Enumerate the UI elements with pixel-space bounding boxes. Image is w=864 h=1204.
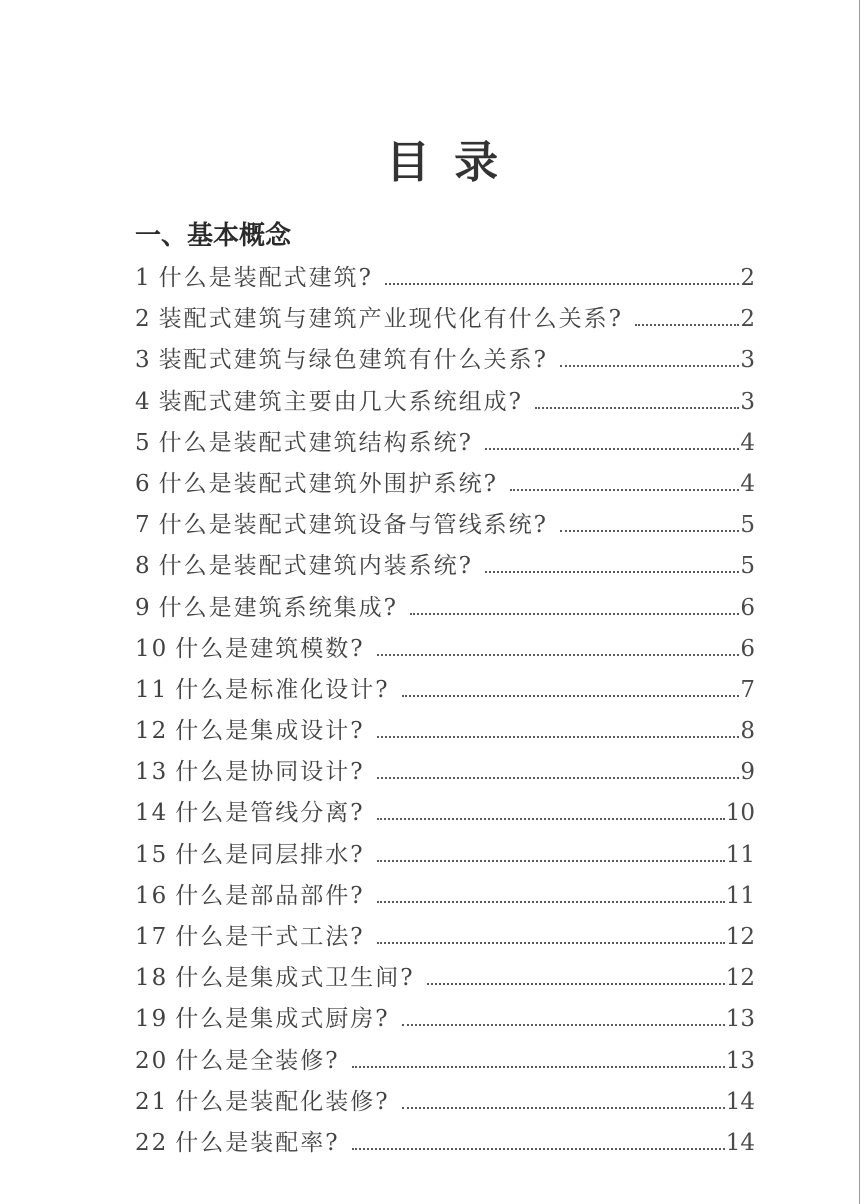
toc-entry-number: 15 bbox=[135, 841, 169, 868]
toc-entry-page-number: 14 bbox=[725, 1129, 755, 1156]
dot-leader bbox=[485, 447, 739, 450]
toc-entry-row bbox=[135, 959, 755, 1000]
toc-entry-number: 2 bbox=[135, 306, 152, 333]
dot-leader bbox=[510, 488, 739, 491]
toc-entry-number: 16 bbox=[135, 882, 169, 909]
dot-leader bbox=[410, 612, 739, 615]
toc-page bbox=[135, 0, 755, 1165]
toc-entry-number: 20 bbox=[135, 1047, 169, 1074]
dot-leader bbox=[377, 817, 725, 820]
toc-entry-page-number: 6 bbox=[740, 635, 755, 662]
toc-entry-label bbox=[135, 836, 365, 869]
toc-entry-label bbox=[135, 424, 473, 457]
dot-leader bbox=[377, 859, 725, 862]
toc-entry-title: 什么是集成式厨房? bbox=[175, 1006, 390, 1033]
scan-edge-line bbox=[859, 0, 860, 1204]
toc-entry-row bbox=[135, 300, 755, 341]
toc-entry-title: 什么是建筑模数? bbox=[175, 635, 365, 662]
toc-entry-label bbox=[135, 794, 365, 827]
toc-entry-title: 什么是装配率? bbox=[175, 1129, 340, 1156]
toc-entry-label bbox=[135, 1083, 390, 1116]
toc-entry-label bbox=[135, 341, 548, 374]
dot-leader bbox=[352, 1065, 725, 1068]
dot-leader bbox=[485, 570, 739, 573]
toc-list bbox=[135, 259, 755, 1165]
toc-entry-title: 什么是装配式建筑内装系统? bbox=[158, 553, 473, 580]
toc-entry-label bbox=[135, 671, 390, 704]
toc-entry-number: 3 bbox=[135, 347, 152, 374]
dot-leader bbox=[427, 982, 725, 985]
toc-entry-number: 5 bbox=[135, 429, 152, 456]
toc-entry-label bbox=[135, 877, 365, 910]
toc-entry-title: 什么是装配式建筑设备与管线系统? bbox=[158, 512, 548, 539]
dot-leader bbox=[635, 323, 739, 326]
dot-leader bbox=[402, 1023, 725, 1026]
toc-entry-label bbox=[135, 589, 398, 622]
toc-entry-row bbox=[135, 794, 755, 835]
page-title: 目 录 bbox=[385, 138, 505, 187]
toc-entry-row bbox=[135, 1042, 755, 1083]
toc-entry-title: 什么是全装修? bbox=[175, 1047, 340, 1074]
toc-entry-title: 装配式建筑主要由几大系统组成? bbox=[158, 388, 523, 415]
toc-entry-row bbox=[135, 918, 755, 959]
toc-entry-row bbox=[135, 465, 755, 506]
toc-entry-label bbox=[135, 1000, 390, 1033]
toc-entry-number: 11 bbox=[135, 676, 169, 703]
toc-entry-row bbox=[135, 259, 755, 300]
toc-entry-page-number: 3 bbox=[740, 388, 755, 415]
toc-entry-label bbox=[135, 630, 365, 663]
toc-entry-label bbox=[135, 959, 415, 992]
toc-entry-number: 9 bbox=[135, 594, 152, 621]
toc-entry-title: 什么是干式工法? bbox=[175, 924, 365, 950]
toc-entry-title: 什么是装配化装修? bbox=[175, 1088, 390, 1115]
toc-entry-label bbox=[135, 918, 365, 951]
toc-entry-row bbox=[135, 753, 755, 794]
toc-entry-title: 什么是协同设计? bbox=[175, 759, 365, 786]
toc-entry-label bbox=[135, 465, 498, 498]
toc-entry-row bbox=[135, 547, 755, 588]
toc-entry-page-number: 14 bbox=[725, 1088, 755, 1115]
toc-entry-title: 什么是管线分离? bbox=[175, 800, 365, 827]
toc-entry-row bbox=[135, 341, 755, 382]
toc-entry-page-number: 11 bbox=[725, 841, 755, 868]
toc-entry-number: 22 bbox=[135, 1129, 169, 1156]
dot-leader bbox=[560, 529, 739, 532]
toc-entry-label bbox=[135, 753, 365, 786]
dot-leader bbox=[377, 653, 740, 656]
toc-entry-row bbox=[135, 424, 755, 465]
toc-entry-page-number: 5 bbox=[740, 553, 755, 580]
toc-entry-number: 4 bbox=[135, 388, 152, 415]
toc-entry-number: 19 bbox=[135, 1006, 169, 1033]
toc-entry-page-number: 4 bbox=[740, 429, 755, 456]
toc-entry-row bbox=[135, 630, 755, 671]
dot-leader bbox=[377, 900, 725, 903]
toc-entry-page-number: 3 bbox=[740, 347, 755, 374]
dot-leader bbox=[352, 1147, 725, 1150]
toc-entry-title: 什么是装配式建筑外围护系统? bbox=[158, 470, 498, 497]
toc-entry-page-number: 7 bbox=[740, 676, 755, 703]
toc-entry-number: 18 bbox=[135, 965, 169, 992]
toc-entry-page-number: 8 bbox=[740, 718, 755, 745]
toc-entry-row bbox=[135, 1083, 755, 1124]
toc-entry-label bbox=[135, 1124, 340, 1157]
toc-entry-title: 装配式建筑与建筑产业现代化有什么关系? bbox=[158, 306, 623, 333]
toc-entry-page-number: 6 bbox=[740, 594, 755, 621]
toc-entry-number: 1 bbox=[135, 265, 152, 291]
toc-entry-number: 6 bbox=[135, 470, 152, 497]
toc-entry-row bbox=[135, 1000, 755, 1041]
toc-entry-title: 什么是集成式卫生间? bbox=[175, 965, 415, 992]
toc-entry-label bbox=[135, 259, 373, 292]
toc-entry-number: 21 bbox=[135, 1088, 169, 1115]
toc-entry-page-number: 11 bbox=[725, 882, 755, 909]
toc-entry-title: 什么是装配式建筑? bbox=[158, 265, 373, 291]
toc-entry-number: 7 bbox=[135, 512, 152, 539]
toc-entry-page-number: 13 bbox=[725, 1047, 755, 1074]
toc-entry-row bbox=[135, 877, 755, 918]
dot-leader bbox=[535, 406, 739, 409]
toc-entry-page-number: 12 bbox=[725, 924, 755, 950]
toc-entry-number: 17 bbox=[135, 924, 169, 950]
dot-leader bbox=[560, 364, 739, 367]
toc-entry-row bbox=[135, 589, 755, 630]
toc-entry-row bbox=[135, 506, 755, 547]
toc-entry-label bbox=[135, 547, 473, 580]
toc-entry-title: 什么是同层排水? bbox=[175, 841, 365, 868]
toc-entry-page-number: 9 bbox=[740, 759, 755, 786]
toc-entry-title: 什么是建筑系统集成? bbox=[158, 594, 398, 621]
section-heading: 一、基本概念 bbox=[135, 220, 292, 250]
toc-entry-label bbox=[135, 712, 365, 745]
toc-entry-row bbox=[135, 712, 755, 753]
toc-entry-page-number: 12 bbox=[725, 965, 755, 992]
toc-entry-row bbox=[135, 671, 755, 712]
toc-entry-page-number: 2 bbox=[740, 306, 755, 333]
toc-entry-page-number: 5 bbox=[740, 512, 755, 539]
dot-leader bbox=[377, 941, 725, 944]
dot-leader bbox=[385, 282, 739, 285]
toc-entry-title: 什么是标准化设计? bbox=[175, 676, 390, 703]
toc-entry-number: 8 bbox=[135, 553, 152, 580]
toc-entry-number: 12 bbox=[135, 718, 169, 745]
dot-leader bbox=[402, 694, 740, 697]
toc-entry-label bbox=[135, 1042, 340, 1075]
toc-entry-row bbox=[135, 836, 755, 877]
toc-entry-page-number: 4 bbox=[740, 470, 755, 497]
toc-entry-number: 14 bbox=[135, 800, 169, 827]
toc-entry-title: 什么是部品部件? bbox=[175, 882, 365, 909]
dot-leader bbox=[377, 735, 740, 738]
toc-entry-page-number: 2 bbox=[740, 265, 755, 291]
toc-entry-number: 13 bbox=[135, 759, 169, 786]
toc-entry-page-number: 10 bbox=[725, 800, 755, 827]
dot-leader bbox=[377, 776, 740, 779]
toc-entry-page-number: 13 bbox=[725, 1006, 755, 1033]
toc-entry-row bbox=[135, 1124, 755, 1165]
toc-entry-title: 什么是装配式建筑结构系统? bbox=[158, 429, 473, 456]
toc-entry-title: 装配式建筑与绿色建筑有什么关系? bbox=[158, 347, 548, 374]
toc-entry-number: 10 bbox=[135, 635, 169, 662]
dot-leader bbox=[402, 1106, 725, 1109]
toc-entry-row bbox=[135, 383, 755, 424]
toc-entry-title: 什么是集成设计? bbox=[175, 718, 365, 745]
toc-entry-label bbox=[135, 300, 623, 333]
toc-entry-label bbox=[135, 383, 523, 416]
toc-entry-label bbox=[135, 506, 548, 539]
